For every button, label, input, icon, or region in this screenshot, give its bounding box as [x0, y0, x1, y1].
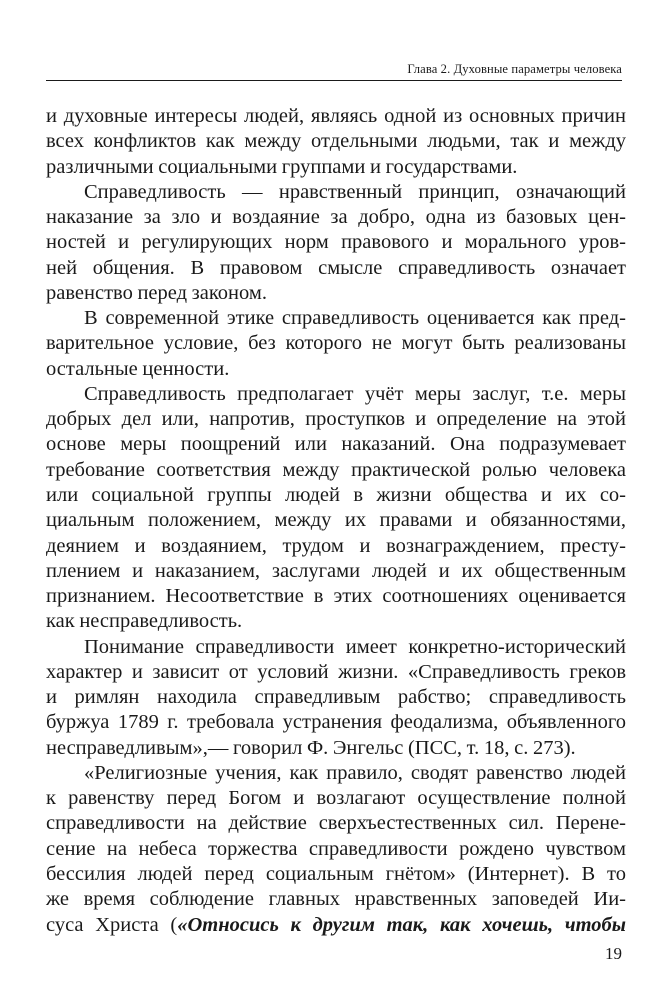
body-line-final: [46, 913, 626, 938]
body-line: различными социальными группами и государствами.: [46, 155, 518, 178]
page-number: 19: [605, 944, 622, 963]
body-line: бессилия людей перед социальным гнётом» (Интернет). В то: [46, 862, 626, 885]
body-line: ностей и регулирующих норм правового и морального уров-: [46, 231, 626, 254]
body-line: Справедливость — нравственный принцип, означающий: [84, 180, 626, 203]
body-line: циальным положением, между их правами и обязанностями,: [46, 509, 626, 532]
body-line: несправедливым»,— говорил Ф. Энгельс (ПСС, т. 18, с. 273).: [46, 736, 576, 759]
final-line-emphasis: «Относись к другим так, как хочешь, чтобы: [177, 913, 626, 936]
body-line: «Религиозные учения, как правило, сводят равенство людей: [84, 761, 626, 784]
body-line: ней общения. В правовом смысле справедливость означает: [46, 256, 626, 279]
body-text: [46, 104, 626, 938]
body-line: сение на небеса торжества справедливости рождено чувством: [46, 837, 626, 860]
body-line: остальные ценности.: [46, 357, 230, 380]
body-line: как несправедливость.: [46, 610, 243, 633]
body-line: деянием и воздаянием, трудом и вознаграждением, престу-: [46, 534, 626, 557]
body-line: или социальной группы людей в жизни общества и их со-: [46, 483, 626, 506]
final-line-plain: суса Христа (: [46, 913, 178, 936]
body-line: варительное условие, без которого не могут быть реализованы: [46, 332, 626, 355]
body-line: всех конфликтов как между отдельными людьми, так и между: [46, 130, 626, 153]
body-line: справедливости на действие сверхъестественных сил. Перене-: [46, 812, 626, 835]
header-rule: [46, 80, 622, 81]
body-line: признанием. Несоответствие в этих соотношениях оценивается: [46, 585, 626, 608]
running-head: Глава 2. Духовные параметры человека: [407, 62, 622, 76]
body-line: добрых дел или, напротив, проступков и определение на этой: [46, 408, 626, 431]
body-line: и римлян находила справедливым рабство; справедливость: [46, 686, 626, 709]
body-line: и духовные интересы людей, являясь одной из основных причин: [46, 105, 626, 127]
body-line: Понимание справедливости имеет конкретно-исторический: [84, 635, 626, 658]
body-line: требование соответствия между практической ролью человека: [46, 458, 626, 481]
body-line: основе меры поощрений или наказаний. Она подразумевает: [46, 433, 626, 456]
body-line: Справедливость предполагает учёт меры заслуг, т.е. меры: [84, 382, 626, 405]
body-line: буржуа 1789 г. требовала устранения феодализма, объявленного: [46, 711, 626, 734]
body-line: характер и зависит от условий жизни. «Справедливость греков: [46, 660, 626, 683]
body-line: равенство перед законом.: [46, 281, 267, 304]
body-line: же время соблюдение главных нравственных заповедей Ии-: [46, 888, 626, 911]
body-line: наказание за зло и воздаяние за добро, одна из базовых цен-: [46, 206, 626, 229]
body-line: плением и наказанием, заслугами людей и их общественным: [46, 559, 626, 582]
body-line: В современной этике справедливость оценивается как пред-: [84, 307, 626, 330]
body-line: к равенству перед Богом и возлагают осуществление полной: [46, 787, 626, 810]
